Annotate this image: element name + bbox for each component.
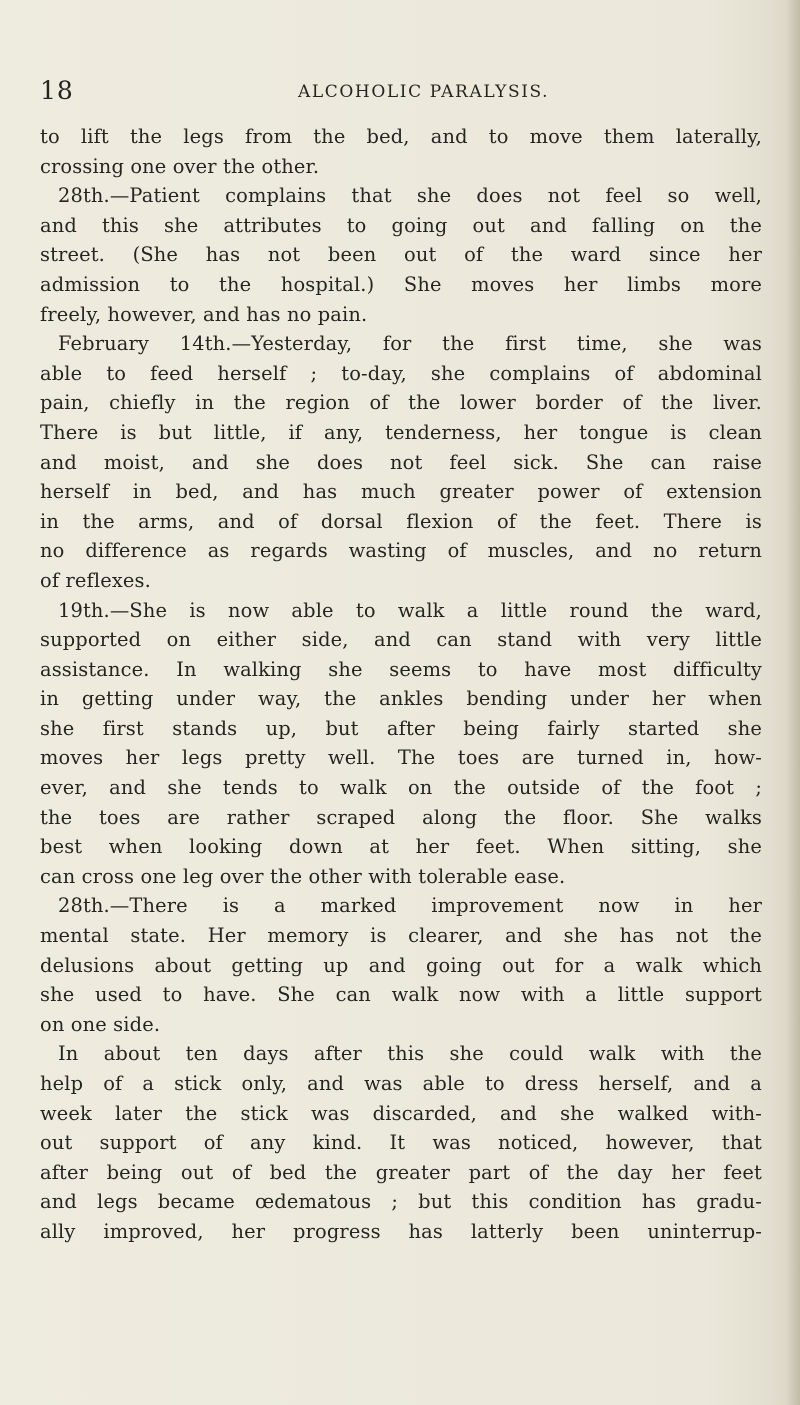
running-head: ALCOHOLIC PARALYSIS. [298, 82, 550, 102]
text-line: supported on either side, and can stand with very little [40, 628, 762, 652]
text-line: of reflexes. [40, 568, 151, 592]
text-line: and legs became œdematous ; but this condition has gradu- [40, 1190, 762, 1214]
text-line: In about ten days after this she could walk with the [58, 1042, 762, 1066]
body-text [40, 122, 762, 1247]
text-line: out support of any kind. It was noticed, however, that [40, 1131, 762, 1155]
text-line: assistance. In walking she seems to have most difficulty [40, 657, 762, 681]
text-line: ever, and she tends to walk on the outside of the foot ; [40, 776, 762, 800]
text-line: herself in bed, and has much greater power of extension [40, 480, 762, 504]
text-line: on one side. [40, 1012, 161, 1036]
text-line: help of a stick only, and was able to dress herself, and a [40, 1072, 762, 1095]
text-line: she used to have. She can walk now with a little support [40, 983, 762, 1007]
text-line: in the arms, and of dorsal flexion of the feet. There is [40, 509, 762, 533]
text-line: best when looking down at her feet. When sitting, she [40, 835, 762, 859]
text-line: 19th.—She is now able to walk a little round the ward, [58, 598, 762, 622]
page-header [40, 76, 740, 116]
text-line: mental state. Her memory is clearer, and she has not the [40, 924, 762, 948]
text-line: the toes are rather scraped along the floor. She walks [40, 805, 762, 829]
text-line: to lift the legs from the bed, and to move them laterally, [40, 125, 762, 148]
text-line: week later the stick was discarded, and she walked with- [40, 1101, 762, 1125]
text-line: and moist, and she does not feel sick. She can raise [40, 450, 762, 474]
text-line: able to feed herself ; to-day, she complains of abdominal [40, 361, 762, 385]
text-line: no difference as regards wasting of muscles, and no return [40, 539, 762, 563]
text-line: crossing one over the other. [40, 154, 320, 178]
text-line: after being out of bed the greater part of the day her feet [40, 1160, 762, 1184]
text-line: street. (She has not been out of the ward since her [40, 243, 762, 267]
text-line: admission to the hospital.) She moves her limbs more [40, 272, 762, 296]
text-line: February 14th.—Yesterday, for the first time, she was [58, 332, 762, 356]
text-line: delusions about getting up and going out for a walk which [40, 953, 762, 977]
text-line: pain, chiefly in the region of the lower border of the liver. [40, 391, 762, 415]
text-line: in getting under way, the ankles bending under her when [40, 687, 762, 711]
text-line: can cross one leg over the other with tolerable ease. [40, 864, 566, 888]
text-line: 28th.—Patient complains that she does not feel so well, [58, 184, 762, 208]
text-line: moves her legs pretty well. The toes are turned in, how- [40, 746, 762, 770]
text-line: and this she attributes to going out and falling on the [40, 213, 762, 237]
text-line: ally improved, her progress has latterly been uninterrup- [40, 1219, 762, 1243]
page-edge-shadow [786, 0, 800, 1405]
page-number: 18 [40, 76, 74, 105]
text-line: 28th.—There is a marked improvement now in her [58, 894, 762, 918]
text-line: freely, however, and has no pain. [40, 302, 368, 326]
text-line: she first stands up, but after being fairly started she [40, 716, 762, 740]
text-line: There is but little, if any, tenderness, her tongue is clean [40, 420, 762, 444]
